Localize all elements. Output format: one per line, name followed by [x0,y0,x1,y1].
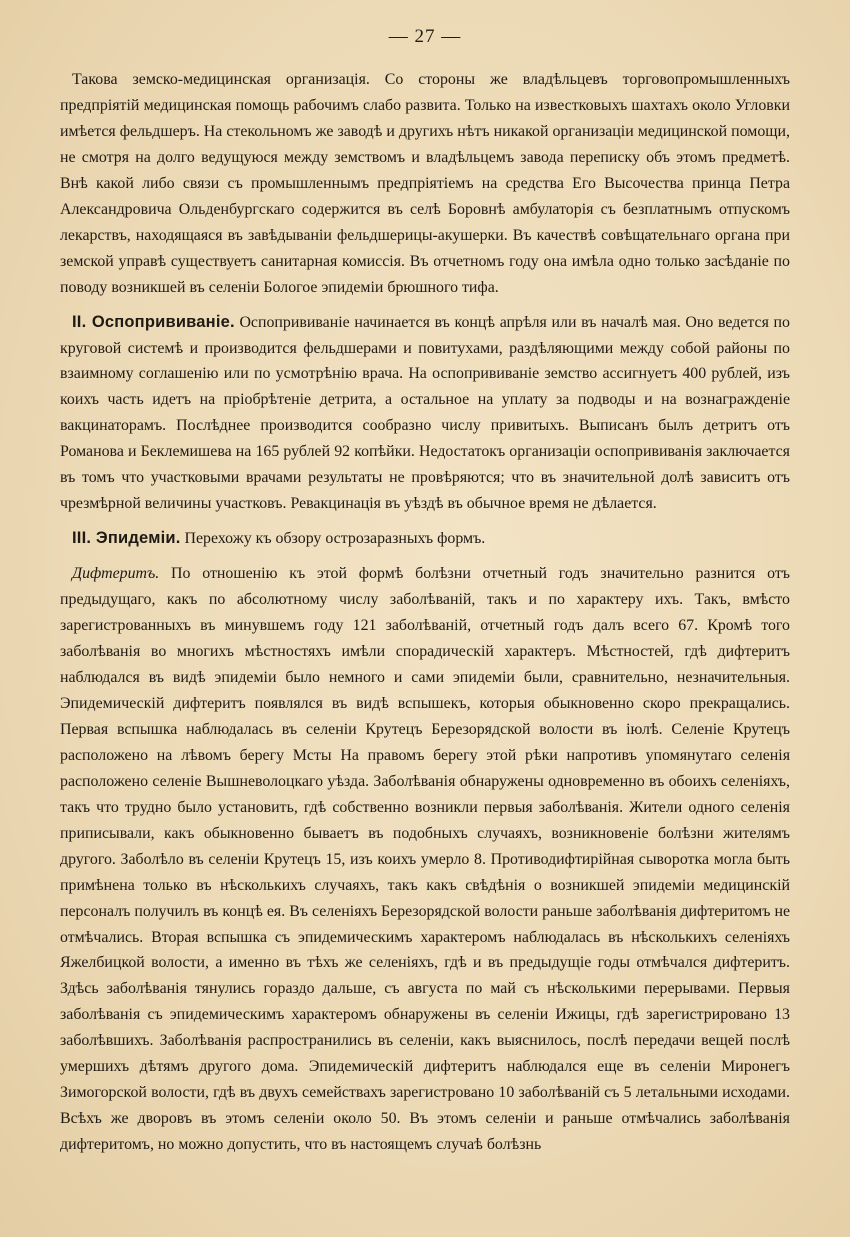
paragraph-vaccination [60,310,790,518]
paragraph-text: Перехожу къ обзору острозаразныхъ формъ. [184,530,486,548]
section-heading-vaccination: II. Оспопрививаніе. [72,312,235,331]
paragraph-text: Оспопрививаніе начинается въ концѣ апрѣля или въ началѣ мая. Оно ведется по круговой системѣ и производится фельдшерами и повитухами, раздѣляющими между собой районы по взаимному соглашенію или по усмотрѣнію врача. На оспопрививаніе земство ассигнуетъ 400 рублей, изъ коихъ часть идетъ на пріобрѣтеніе детрита, а остальное на уплату за подводы и на вознагражденіе вакцинаторамъ. Послѣднее производится сообразно числу привитыхъ. Выписанъ былъ детритъ отъ Романова и Беклемишева на 165 рублей 92 копѣйки. Недостатокъ организаціи оспопрививанія заключается въ томъ что участковыми врачами результаты не провѣряются; что въ значительной долѣ зависитъ отъ чрезмѣрной величины участковъ. Ревакцинація въ уѣздѣ въ обычное время не дѣлается. [60,313,790,513]
paragraph-text: Такова земско-медицинская организація. Со стороны же владѣльцевъ торговопромышленныхъ предпріятій медицинская помощь рабочимъ слабо развита. Только на известковыхъ шахтахъ около Угловки имѣется фельдшеръ. На стекольномъ же заводѣ и другихъ нѣтъ никакой организаціи медицинской помощи, не смотря на долго ведущуюся между земствомъ и владѣльцемъ завода переписку объ этомъ предметѣ. Внѣ какой либо связи съ промышленнымъ предпріятіемъ на средства Его Высочества принца Петра Александровича Ольденбургскаго содержится въ селѣ Боровнѣ амбулаторія съ безплатнымъ отпускомъ лекарствъ, находящаяся въ завѣдываніи фельдшерицы-акушерки. Въ качествѣ совѣщательнаго органа при земской управѣ существуетъ санитарная комиссія. Въ отчетномъ году она имѣла одно только засѣданіе по поводу возникшей въ селеніи Бологое эпидеміи брюшного тифа. [60,71,790,296]
paragraph-text: По отношенію къ этой формѣ болѣзни отчетный годъ значительно разнится отъ предыдущаго, какъ по абсолютному числу заболѣваній, такъ и по характеру ихъ. Такъ, вмѣсто зарегистрованныхъ въ минувшемъ году 121 заболѣваній, отчетный годъ далъ всего 67. Кромѣ того заболѣванія во многихъ мѣстностяхъ имѣли спорадическій характеръ. Мѣстностей, гдѣ дифтеритъ наблюдался въ видѣ эпидеміи было немного и сами эпидеміи были, сравнительно, незначительныя. Эпидемическій дифтеритъ появлялся въ видѣ вспышекъ, которыя обыкновенно скоро прекращались. Первая вспышка наблюдалась въ селеніи Крутецъ Березорядской волости въ іюлѣ. Селеніе Крутецъ расположено на лѣвомъ берегу Мсты На правомъ берегу этой рѣки напротивъ упомянутаго селенія расположено селеніе Вышневолоцкаго уѣзда. Заболѣванія обнаружены одновременно въ обоихъ селеніяхъ, такъ что трудно было установить, гдѣ собственно возникли первыя заболѣванія. Жители одного селенія приписывали, какъ обыкновенно бываетъ въ подобныхъ случаяхъ, возникновеніе болѣзни жителямъ другого. Заболѣло въ селеніи Крутецъ 15, изъ коихъ умерло 8. Противодифтирійная сыворотка могла быть примѣнена только въ нѣсколькихъ случаяхъ, такъ какъ свѣдѣнія о возникшей эпидеміи медицинскій персоналъ получилъ въ концѣ ея. Въ селеніяхъ Березорядской волости раньше заболѣванія дифтеритомъ не отмѣчались. Вторая вспышка съ эпидемическимъ характеромъ наблюдалась въ нѣсколькихъ селеніяхъ Яжелбицкой волости, а именно въ тѣхъ же селеніяхъ, гдѣ и въ предыдущіе годы отмѣчался дифтеритъ. Здѣсь заболѣванія тянулись гораздо дальше, съ августа по май съ нѣсколькими перерывами. Первыя заболѣванія съ эпидемическимъ характеромъ обнаружены въ селеніи Ижицы, гдѣ зарегистрировано 13 заболѣвшихъ. Заболѣванія распространились въ селеніи, какъ выяснилось, послѣ передачи вещей послѣ умершихъ дѣтямъ другого дома. Эпидемическій дифтеритъ наблюдался еще въ селеніи Миронегъ Зимогорской волости, гдѣ въ двухъ семействахъ зарегистровано 10 заболѣваній съ 5 летальными исходами. Всѣхъ же дворовъ въ этомъ селеніи около 50. Въ этомъ селеніи и раньше отмѣчались заболѣванія дифтеритомъ, но можно допустить, что въ настоящемъ случаѣ болѣзнь [60,565,790,1154]
paragraph-organization [60,67,790,301]
page-number: — 27 — [388,26,462,47]
section-heading-epidemics: III. Эпидеміи. [72,529,181,548]
paragraph-diphtheria [60,561,790,1158]
subsection-lead-diphtheria: Дифтеритъ. [72,565,160,583]
paragraph-epidemics [60,526,790,552]
body-text [60,67,790,1158]
